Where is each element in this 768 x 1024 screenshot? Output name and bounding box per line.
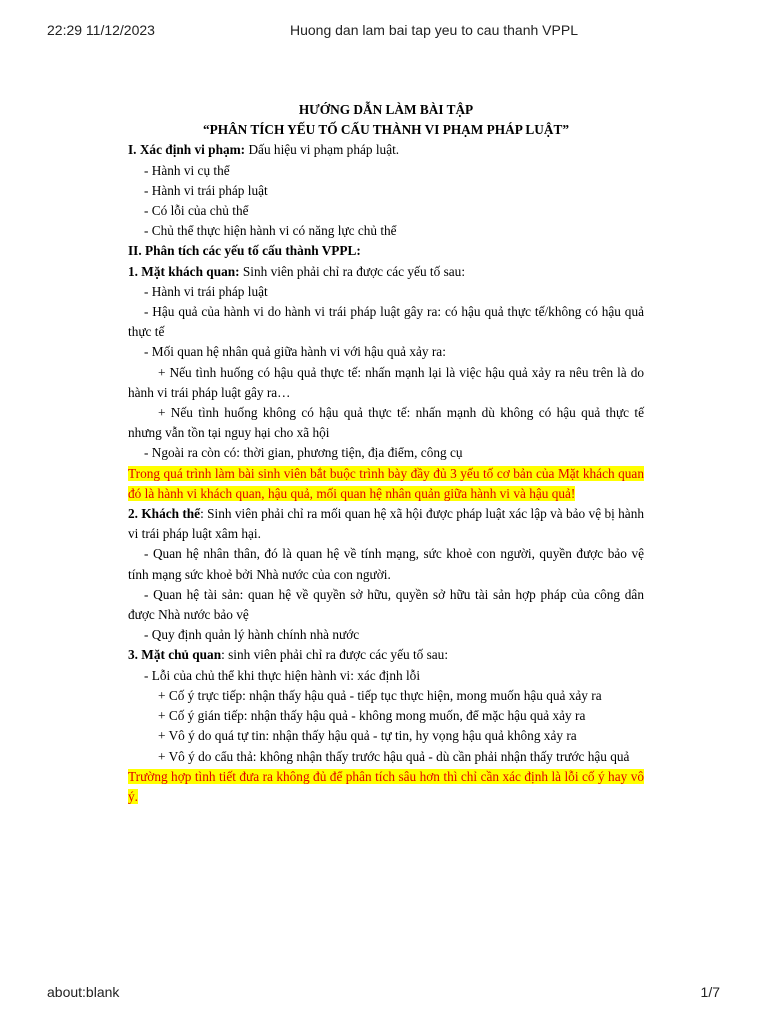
part2-heading: 2. Khách thể bbox=[128, 506, 201, 522]
print-doc-title: Huong dan lam bai tap yeu to cau thanh VPPL bbox=[290, 22, 578, 38]
part2-item-1: - Quan hệ nhân thân, đó là quan hệ về tính mạng, sức khoẻ con người, quyền được bảo vệ tính mạng sức khoẻ bởi Nhà nước của con người. bbox=[128, 546, 644, 582]
section1-item-2: - Hành vi trái pháp luật bbox=[144, 182, 268, 198]
part1-note-highlight: Trong quá trình làm bài sinh viên bắt buộc trình bày đầy đủ 3 yếu tố cơ bản của Mặt khách quan đó là hành vi khách quan, hậu quả, mối quan hệ nhân quản giữa hành vi và hậu quả! bbox=[128, 465, 644, 501]
part1-item-1: - Hành vi trái pháp luật bbox=[144, 283, 268, 299]
section1-item-4: - Chủ thể thực hiện hành vi có năng lực chủ thể bbox=[144, 223, 397, 239]
document-page bbox=[128, 100, 644, 807]
part3-note bbox=[128, 767, 644, 807]
part2-item-3: - Quy định quản lý hành chính nhà nước bbox=[144, 627, 360, 643]
part1-sub-1: + Nếu tình huống có hậu quả thực tế: nhấn mạnh lại là việc hậu quả xảy ra nêu trên là do hành vi trái pháp luật gây ra… bbox=[128, 364, 644, 400]
section1-item-3: - Có lỗi của chủ thể bbox=[144, 203, 249, 219]
section1-text: Dấu hiệu vi phạm pháp luật. bbox=[245, 142, 400, 158]
part3-sub-3: + Vô ý do quá tự tin: nhận thấy hậu quả - tự tin, hy vọng hậu quả không xảy ra bbox=[158, 728, 577, 744]
doc-title-line1: HƯỚNG DẪN LÀM BÀI TẬP bbox=[298, 102, 474, 117]
part3-sub-1: + Cố ý trực tiếp: nhận thấy hậu quả - tiếp tục thực hiện, mong muốn hậu quả xảy ra bbox=[158, 687, 602, 703]
part1-item-3: - Mối quan hệ nhân quả giữa hành vi với hậu quả xảy ra: bbox=[144, 344, 446, 360]
section2-heading-text: II. Phân tích các yếu tố cấu thành VPPL: bbox=[128, 243, 361, 259]
part3-paragraph bbox=[128, 645, 644, 665]
part2-text: : Sinh viên phải chỉ ra mối quan hệ xã hội được pháp luật xác lập và bảo vệ bị hành vi trái pháp luật xâm hại. bbox=[128, 506, 644, 542]
part1-item-4: - Ngoài ra còn có: thời gian, phương tiện, địa điểm, công cụ bbox=[144, 445, 463, 461]
part2-paragraph bbox=[128, 504, 644, 544]
section1-item-1: - Hành vi cụ thể bbox=[144, 162, 230, 178]
print-url: about:blank bbox=[47, 984, 120, 1000]
section2-heading bbox=[128, 241, 644, 261]
part3-item-1: - Lỗi của chủ thể khi thực hiện hành vi: xác định lỗi bbox=[144, 667, 421, 683]
doc-title-line2: “PHÂN TÍCH YẾU TỐ CẤU THÀNH VI PHẠM PHÁP LUẬT” bbox=[202, 122, 570, 138]
part3-text: : sinh viên phải chỉ ra được các yếu tố sau: bbox=[221, 647, 449, 663]
part1-paragraph bbox=[128, 262, 644, 282]
part1-text: Sinh viên phải chỉ ra được các yếu tố sau: bbox=[239, 263, 466, 279]
section1-paragraph bbox=[128, 140, 644, 160]
part1-note bbox=[128, 464, 644, 504]
section1-heading: I. Xác định vi phạm: bbox=[128, 142, 246, 158]
part3-note-highlight: Trường hợp tình tiết đưa ra không đủ để phân tích sâu hơn thì chỉ cần xác định là lỗi cố ý hay vô ý. bbox=[128, 768, 644, 804]
part1-item-2: - Hậu quả của hành vi do hành vi trái pháp luật gây ra: có hậu quả thực tế/không có hậu quả thực tế bbox=[128, 304, 644, 340]
print-page-number: 1/7 bbox=[700, 984, 720, 1000]
part2-item-2: - Quan hệ tài sản: quan hệ về quyền sở hữu, quyền sở hữu tài sản hợp pháp của công dân được Nhà nước bảo vệ bbox=[128, 586, 644, 623]
print-datetime: 22:29 11/12/2023 bbox=[47, 22, 155, 38]
part1-heading: 1. Mặt khách quan: bbox=[128, 263, 240, 279]
part3-sub-2: + Cố ý gián tiếp: nhận thấy hậu quả - không mong muốn, để mặc hậu quả xảy ra bbox=[158, 708, 586, 724]
print-header bbox=[0, 22, 768, 42]
part3-sub-4: + Vô ý do cẩu thả: không nhận thấy trước hậu quả - dù cần phải nhận thấy trước hậu quả bbox=[158, 748, 630, 764]
part1-sub-2: + Nếu tình huống không có hậu quả thực tế: nhấn mạnh dù không có hậu quả thực tế nhưng vẫn tồn tại nguy hại cho xã hội bbox=[128, 405, 644, 441]
print-footer bbox=[0, 984, 768, 1004]
part3-heading: 3. Mặt chủ quan bbox=[128, 647, 222, 663]
